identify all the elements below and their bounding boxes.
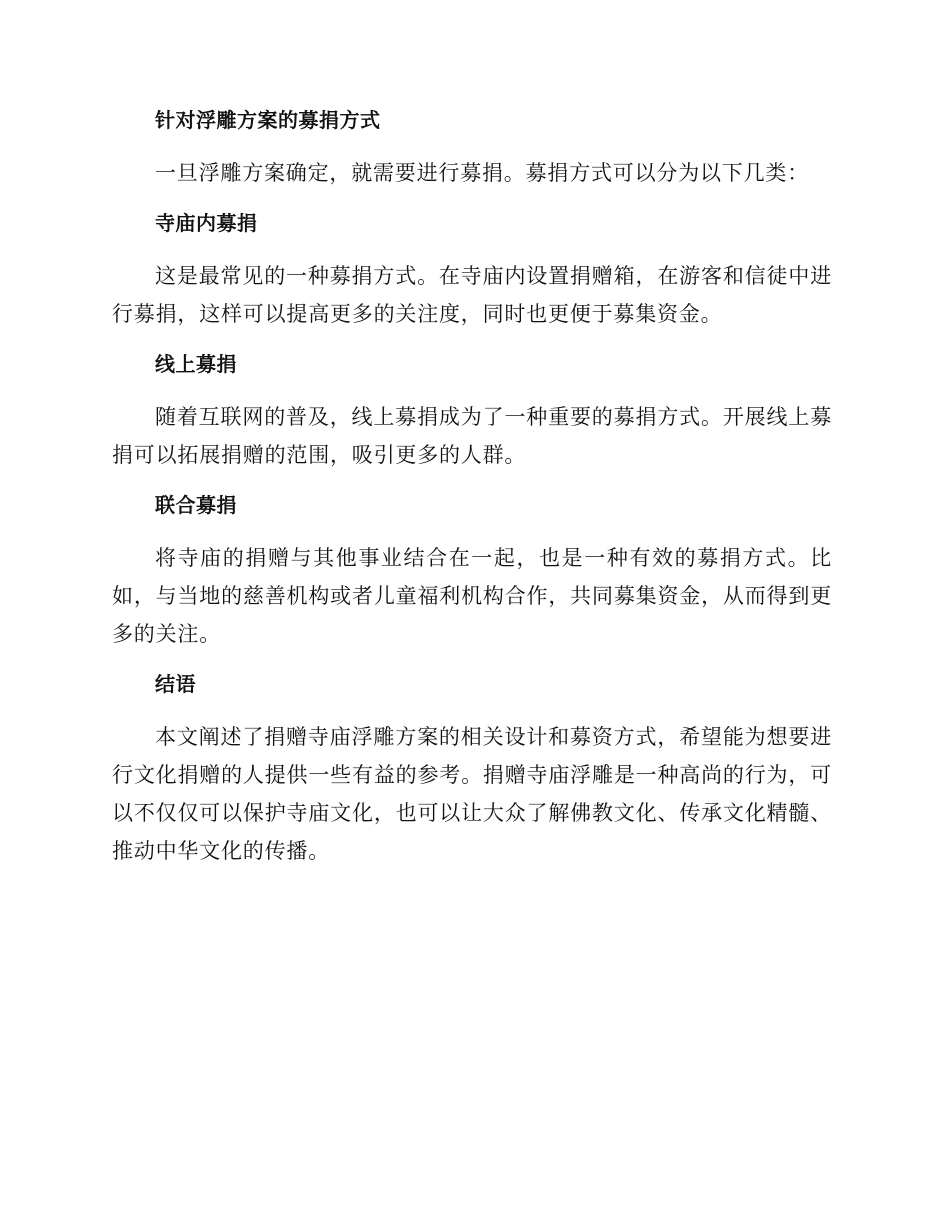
section-online-donation xyxy=(112,350,832,474)
document-title: 针对浮雕方案的募捐方式 xyxy=(155,108,381,132)
section-paragraph: 本文阐述了捐赠寺庙浮雕方案的相关设计和募资方式，希望能为想要进行文化捐赠的人提供一些有益的参考。捐赠寺庙浮雕是一种高尚的行为，可以不仅仅可以保护寺庙文化，也可以让大众了解佛教文化、传承文化精髓、推动中华文化的传播。 xyxy=(112,725,832,863)
section-conclusion xyxy=(112,670,832,870)
document-page xyxy=(112,106,832,887)
section-paragraph: 将寺庙的捐赠与其他事业结合在一起，也是一种有效的募捐方式。比如，与当地的慈善机构或者儿童福利机构合作，共同募集资金，从而得到更多的关注。 xyxy=(112,546,832,646)
intro-paragraph: 一旦浮雕方案确定，就需要进行募捐。募捐方式可以分为以下几类： xyxy=(155,161,809,185)
section-heading: 联合募捐 xyxy=(155,493,237,517)
section-temple-donation xyxy=(112,209,832,333)
section-joint-donation xyxy=(112,491,832,653)
section-paragraph: 这是最常见的一种募捐方式。在寺庙内设置捐赠箱，在游客和信徒中进行募捐，这样可以提高更多的关注度，同时也更便于募集资金。 xyxy=(112,264,832,326)
section-heading: 寺庙内募捐 xyxy=(155,211,258,235)
section-heading: 线上募捐 xyxy=(155,352,237,376)
section-heading: 结语 xyxy=(155,672,196,696)
section-paragraph: 随着互联网的普及，线上募捐成为了一种重要的募捐方式。开展线上募捐可以拓展捐赠的范围，吸引更多的人群。 xyxy=(112,405,832,467)
